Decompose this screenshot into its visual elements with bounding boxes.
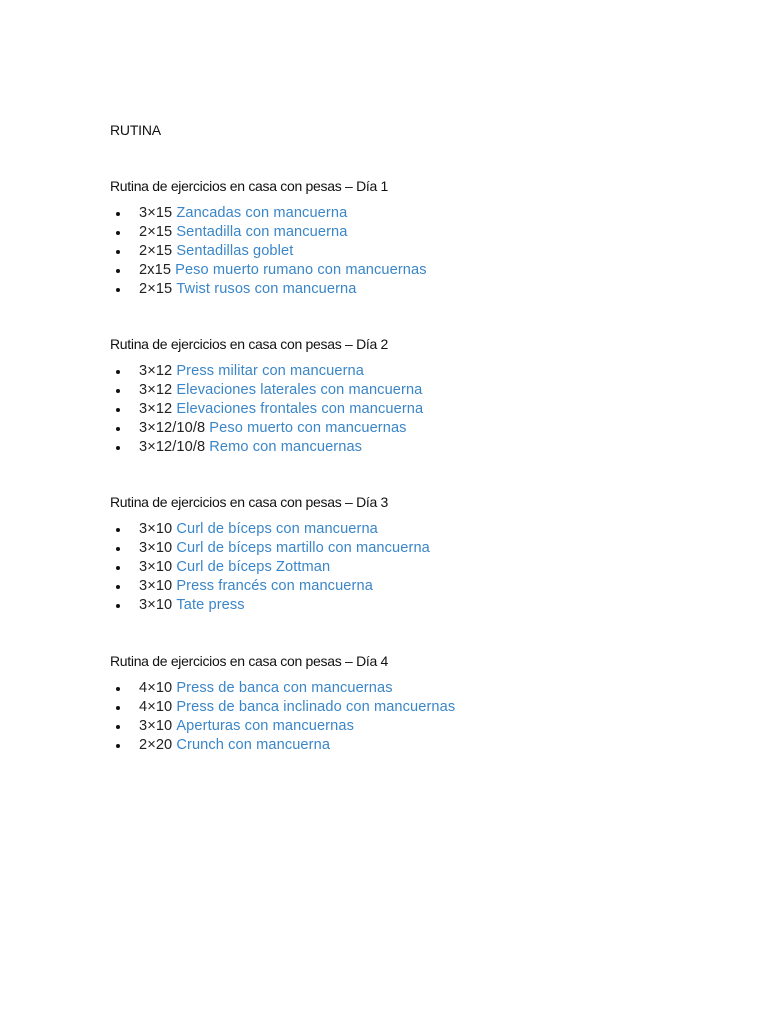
exercise-link[interactable]: Press francés con mancuerna: [176, 577, 373, 594]
list-item: [110, 679, 710, 698]
reps-label: 2×15: [139, 223, 173, 240]
exercise-link[interactable]: Press de banca inclinado con mancuernas: [176, 698, 456, 715]
bullet-icon: [116, 250, 120, 254]
day-2-section: [110, 334, 710, 456]
exercise-list: [110, 520, 710, 614]
exercise-link[interactable]: Curl de bíceps con mancuerna: [176, 521, 378, 537]
list-item: [110, 400, 710, 419]
reps-label: 2×20: [139, 736, 173, 753]
bullet-icon: [116, 687, 120, 691]
exercise-list: [110, 679, 710, 755]
exercise-link[interactable]: Press de banca con mancuernas: [176, 680, 393, 696]
list-item: [110, 381, 710, 400]
reps-label: 3×10: [139, 521, 173, 537]
list-item: [110, 596, 710, 615]
exercise-link[interactable]: Twist rusos con mancuerna: [176, 280, 357, 297]
bullet-icon: [116, 212, 120, 216]
list-item: [110, 520, 710, 539]
bullet-icon: [116, 389, 120, 393]
bullet-icon: [116, 528, 120, 532]
exercise-link[interactable]: Elevaciones laterales con mancuerna: [176, 381, 423, 398]
day-heading: Rutina de ejercicios en casa con pesas – Día 3: [110, 494, 389, 510]
list-item: [110, 558, 710, 577]
exercise-link[interactable]: Press militar con mancuerna: [176, 363, 364, 379]
exercise-link[interactable]: Zancadas con mancuerna: [176, 205, 348, 221]
reps-label: 3×12: [139, 400, 173, 417]
reps-label: 3×10: [139, 558, 173, 575]
bullet-icon: [116, 547, 120, 551]
reps-label: 2×15: [139, 280, 173, 297]
document-title: RUTINA: [110, 122, 161, 138]
exercise-list: [110, 204, 710, 298]
bullet-icon: [116, 427, 120, 431]
exercise-link[interactable]: Sentadillas goblet: [176, 242, 294, 259]
bullet-icon: [116, 585, 120, 589]
reps-label: 3×12: [139, 363, 173, 379]
day-3-section: [110, 492, 710, 614]
list-item: [110, 242, 710, 261]
day-heading: Rutina de ejercicios en casa con pesas – Día 2: [110, 336, 389, 352]
reps-label: 3×15: [139, 205, 173, 221]
reps-label: 3×10: [139, 539, 173, 556]
bullet-icon: [116, 288, 120, 292]
list-item: [110, 204, 710, 223]
reps-label: 3×10: [139, 596, 173, 613]
reps-label: 3×12/10/8: [139, 419, 206, 436]
list-item: [110, 223, 710, 242]
day-1-section: [110, 176, 710, 298]
bullet-icon: [116, 706, 120, 710]
exercise-link[interactable]: Elevaciones frontales con mancuerna: [176, 400, 424, 417]
list-item: [110, 577, 710, 596]
bullet-icon: [116, 725, 120, 729]
reps-label: 3×12: [139, 381, 173, 398]
reps-label: 4×10: [139, 680, 173, 696]
list-item: [110, 736, 710, 755]
bullet-icon: [116, 566, 120, 570]
exercise-link[interactable]: Crunch con mancuerna: [176, 736, 331, 753]
bullet-icon: [116, 231, 120, 235]
list-item: [110, 261, 710, 280]
day-heading: Rutina de ejercicios en casa con pesas – Día 1: [110, 178, 389, 194]
bullet-icon: [116, 446, 120, 450]
day-4-section: [110, 651, 710, 755]
day-heading: Rutina de ejercicios en casa con pesas – Día 4: [110, 653, 389, 669]
bullet-icon: [116, 408, 120, 412]
reps-label: 2×15: [139, 242, 173, 259]
exercise-link[interactable]: Peso muerto rumano con mancuernas: [175, 261, 427, 278]
list-item: [110, 362, 710, 381]
exercise-link[interactable]: Curl de bíceps Zottman: [176, 558, 331, 575]
list-item: [110, 419, 710, 438]
exercise-link[interactable]: Aperturas con mancuernas: [176, 717, 354, 734]
list-item: [110, 539, 710, 558]
bullet-icon: [116, 744, 120, 748]
exercise-link[interactable]: Sentadilla con mancuerna: [176, 223, 348, 240]
exercise-link[interactable]: Curl de bíceps martillo con mancuerna: [176, 539, 430, 556]
list-item: [110, 280, 710, 299]
bullet-icon: [116, 370, 120, 374]
list-item: [110, 717, 710, 736]
exercise-link[interactable]: Peso muerto con mancuernas: [209, 419, 407, 436]
bullet-icon: [116, 269, 120, 273]
exercise-link[interactable]: Remo con mancuernas: [209, 438, 363, 455]
exercise-link[interactable]: Tate press: [176, 596, 245, 613]
reps-label: 3×10: [139, 717, 173, 734]
list-item: [110, 698, 710, 717]
reps-label: 2x15: [139, 261, 172, 278]
reps-label: 3×12/10/8: [139, 438, 206, 455]
list-item: [110, 438, 710, 457]
reps-label: 3×10: [139, 577, 173, 594]
reps-label: 4×10: [139, 698, 173, 715]
exercise-list: [110, 362, 710, 456]
bullet-icon: [116, 604, 120, 608]
